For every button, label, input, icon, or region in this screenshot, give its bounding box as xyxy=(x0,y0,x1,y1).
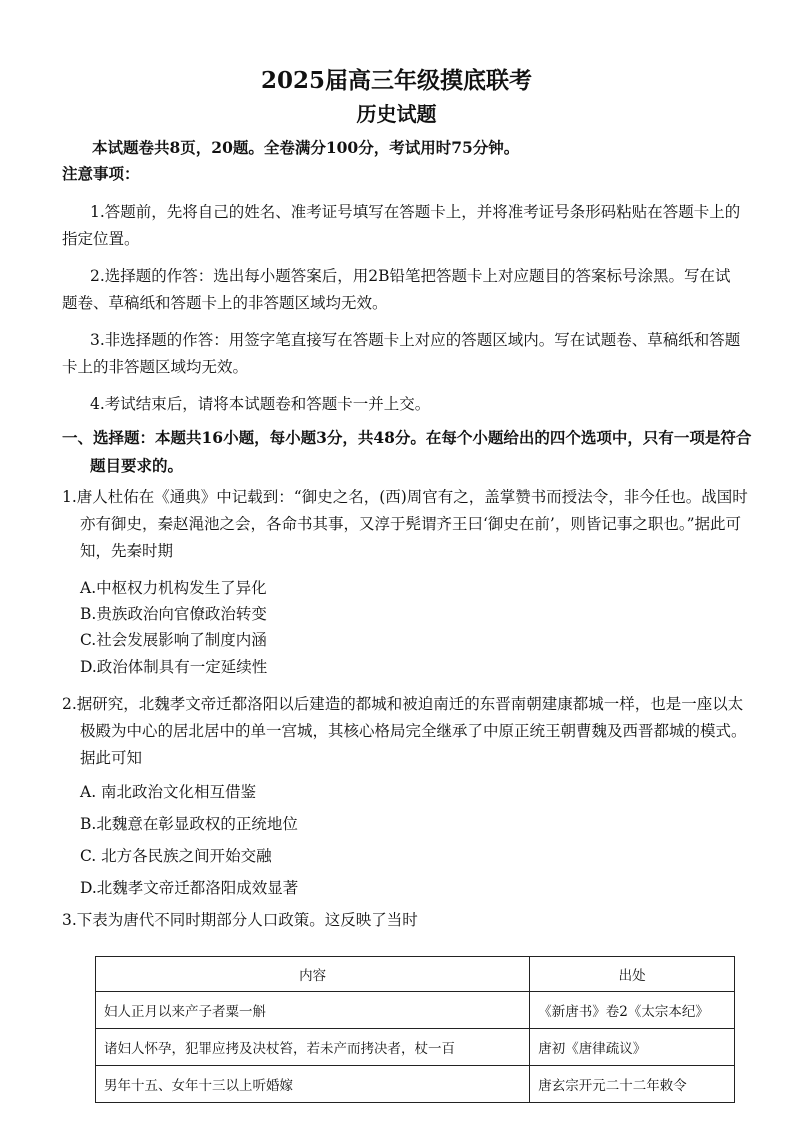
notice-heading: 注意事项： xyxy=(62,164,140,183)
exam-title: 2025届高三年级摸底联考 xyxy=(260,67,532,94)
table-row xyxy=(96,992,735,1029)
question-2-option-d: D.北魏孝文帝迁都洛阳成效显著 xyxy=(80,879,299,897)
notice-item-4: 4.考试结束后，请将本试题卷和答题卡一并上交。 xyxy=(90,395,431,413)
question-2-stem: 2.据研究，北魏孝文帝迁都洛阳以后建造的都城和被迫南迁的东晋南朝建康都城一样，也是一座以太极殿为中心的居北居中的单一宫城，其核心格局完全继承了中原正统王朝曹魏及西晋都城的模式。据此可知 xyxy=(62,695,747,767)
table-row xyxy=(96,1066,735,1103)
question-2-option-a: A. 南北政治文化相互借鉴 xyxy=(80,783,257,801)
table-header-source: 出处 xyxy=(530,957,735,992)
notice-item-1: 1.答题前，先将自己的姓名、准考证号填写在答题卡上，并将准考证号条形码粘贴在答题卡上的指定位置。 xyxy=(62,203,741,248)
exam-info: 本试题卷共8页，20题。全卷满分100分，考试用时75分钟。 xyxy=(92,138,520,157)
question-1-stem: 1.唐人杜佑在《通典》中记载到：“御史之名，(西)周官有之，盖掌赞书而授法令，非今任也。战国时亦有御史，秦赵渑池之会，各命书其事，又淳于髡谓齐王曰‘御史在前’，则皆记事之职也。”据此可知，先秦时期 xyxy=(62,488,748,560)
question-1-option-b: B.贵族政治向官僚政治转变 xyxy=(80,605,267,623)
notice-item-2: 2.选择题的作答：选出每小题答案后，用2B铅笔把答题卡上对应题目的答案标号涂黑。写在试题卷、草稿纸和答题卡上的非答题区域均无效。 xyxy=(62,267,731,312)
table-cell-content: 妇人正月以来产子者粟一斛 xyxy=(96,992,530,1029)
question-2-option-c: C. 北方各民族之间开始交融 xyxy=(80,847,272,865)
question-1-option-c: C.社会发展影响了制度内涵 xyxy=(80,631,267,649)
question-3-stem: 3.下表为唐代不同时期部分人口政策。这反映了当时 xyxy=(62,911,418,929)
question-1-option-d: D.政治体制具有一定延续性 xyxy=(80,658,268,676)
table-cell-source: 唐初《唐律疏议》 xyxy=(530,1029,735,1066)
question-2-option-b: B.北魏意在彰显政权的正统地位 xyxy=(80,815,298,833)
table-row xyxy=(96,1029,735,1066)
table-cell-content: 诸妇人怀孕，犯罪应拷及决杖笞，若未产而拷决者，杖一百 xyxy=(96,1029,530,1066)
table-header-content: 内容 xyxy=(96,957,530,992)
section-heading: 一、选择题：本题共16小题，每小题3分，共48分。在每个小题给出的四个选项中，只有一项是符合题目要求的。 xyxy=(62,428,752,475)
table-cell-source: 《新唐书》卷2《太宗本纪》 xyxy=(530,992,735,1029)
table-cell-source: 唐玄宗开元二十二年敕令 xyxy=(530,1066,735,1103)
table-cell-content: 男年十五、女年十三以上听婚嫁 xyxy=(96,1066,530,1103)
table-header-row xyxy=(96,957,735,992)
notice-item-3: 3.非选择题的作答：用签字笔直接写在答题卡上对应的答题区域内。写在试题卷、草稿纸和答题卡上的非答题区域均无效。 xyxy=(62,331,741,376)
question-1-option-a: A.中枢权力机构发生了异化 xyxy=(80,579,267,597)
policy-table xyxy=(95,956,735,1103)
exam-subtitle: 历史试题 xyxy=(356,102,437,126)
